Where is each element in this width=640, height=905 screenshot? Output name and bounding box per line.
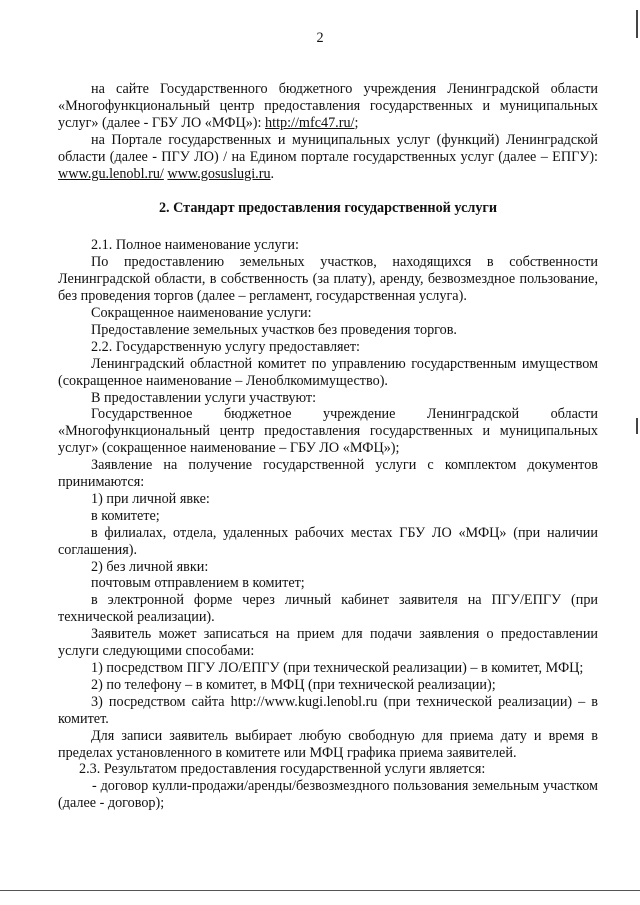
provider-name: Ленинградский областной комитет по управлению государственным имуществом (сокращенное наименование – Леноблкомимущество). xyxy=(58,355,598,389)
pgu-site-link[interactable]: www.gu.lenobl.ru/ xyxy=(58,165,164,182)
page-number: 2 xyxy=(316,30,324,46)
appointment-method-2: 2) по телефону – в комитет, в МФЦ (при технической реализации); xyxy=(91,676,496,693)
intro-text-2-end: . xyxy=(270,165,275,182)
in-person-label: 1) при личной явке: xyxy=(91,490,210,507)
mfc-site-link[interactable]: http://mfc47.ru/ xyxy=(265,114,355,131)
appointment-intro: Заявитель может записаться на прием для подачи заявления о предоставлении услуги следующими способами: xyxy=(58,626,598,660)
intro-text-1-end: ; xyxy=(354,114,359,131)
intro-paragraph-2 xyxy=(58,132,598,183)
participants-value: Государственное бюджетное учреждение Ленинградской области «Многофункциональный центр предоставления государственных и муниципальных услуг» (сокращенное наименование – ГБУ ЛО «МФЦ»); xyxy=(58,406,598,457)
scan-artifact-top xyxy=(636,10,638,38)
paragraph-2-1-title: 2.1. Полное наименование услуги: xyxy=(91,237,299,254)
participants-label: В предоставлении услуги участвуют: xyxy=(91,389,317,406)
short-name-label: Сокращенное наименование услуги: xyxy=(91,304,312,321)
short-name-value: Предоставление земельных участков без проведения торгов. xyxy=(91,321,457,338)
remote-electronic: в электронной форме через личный кабинет заявителя на ПГУ/ЕПГУ (при технической реализации). xyxy=(58,592,598,626)
paragraph-2-2-title: 2.2. Государственную услугу предоставляет: xyxy=(91,338,360,355)
remote-post: почтовым отправлением в комитет; xyxy=(91,575,305,592)
section-heading: 2. Стандарт предоставления государственной услуги xyxy=(158,200,498,217)
appointment-method-1: 1) посредством ПГУ ЛО/ЕПГУ (при технической реализации) – в комитет, МФЦ; xyxy=(91,660,584,676)
result-contract: - договор кулли-продажи/аренды/безвозмездного пользования земельным участком (далее - договор); xyxy=(58,778,598,812)
bottom-border-line xyxy=(0,890,640,891)
intro-text-1: на сайте Государственного бюджетного учреждения Ленинградской области «Многофункциональный центр предоставления государственных и муниципальных услуг» (далее - ГБУ ЛО «МФЦ»): xyxy=(58,81,598,131)
in-person-mfc: в филиалах, отдела, удаленных рабочих местах ГБУ ЛО «МФЦ» (при наличии соглашения). xyxy=(58,524,598,558)
intro-text-2: на Портале государственных и муниципальных услуг (функций) Ленинградской области (далее - ПГУ ЛО) / на Едином портале государственных услуг (далее – ЕПГУ): xyxy=(58,131,598,165)
gosuslugi-site-link[interactable]: www.gosuslugi.ru xyxy=(167,165,271,182)
scan-artifact-middle xyxy=(636,418,638,434)
paragraph-2-3-title: 2.3. Результатом предоставления государственной услуги является: xyxy=(79,761,486,778)
appointment-scheduling: Для записи заявитель выбирает любую свободную для приема дату и время в пределах установленного в комитете или МФЦ графика приема заявителей. xyxy=(58,727,598,761)
in-person-committee: в комитете; xyxy=(91,507,160,524)
remote-label: 2) без личной явки: xyxy=(91,558,209,575)
intro-paragraph-1 xyxy=(58,81,598,132)
document-body xyxy=(58,81,598,812)
appointment-method-3: 3) посредством сайта http://www.kugi.lenobl.ru (при технической реализации) – в комитет. xyxy=(58,693,598,727)
application-intro: Заявление на получение государственной услуги с комплектом документов принимаются: xyxy=(58,457,598,491)
service-full-name: По предоставлению земельных участков, находящихся в собственности Ленинградской области, в собственность (за плату), аренду, безвозмездное пользование, без проведения торгов (далее – регламент, государственная услуга). xyxy=(58,254,598,305)
